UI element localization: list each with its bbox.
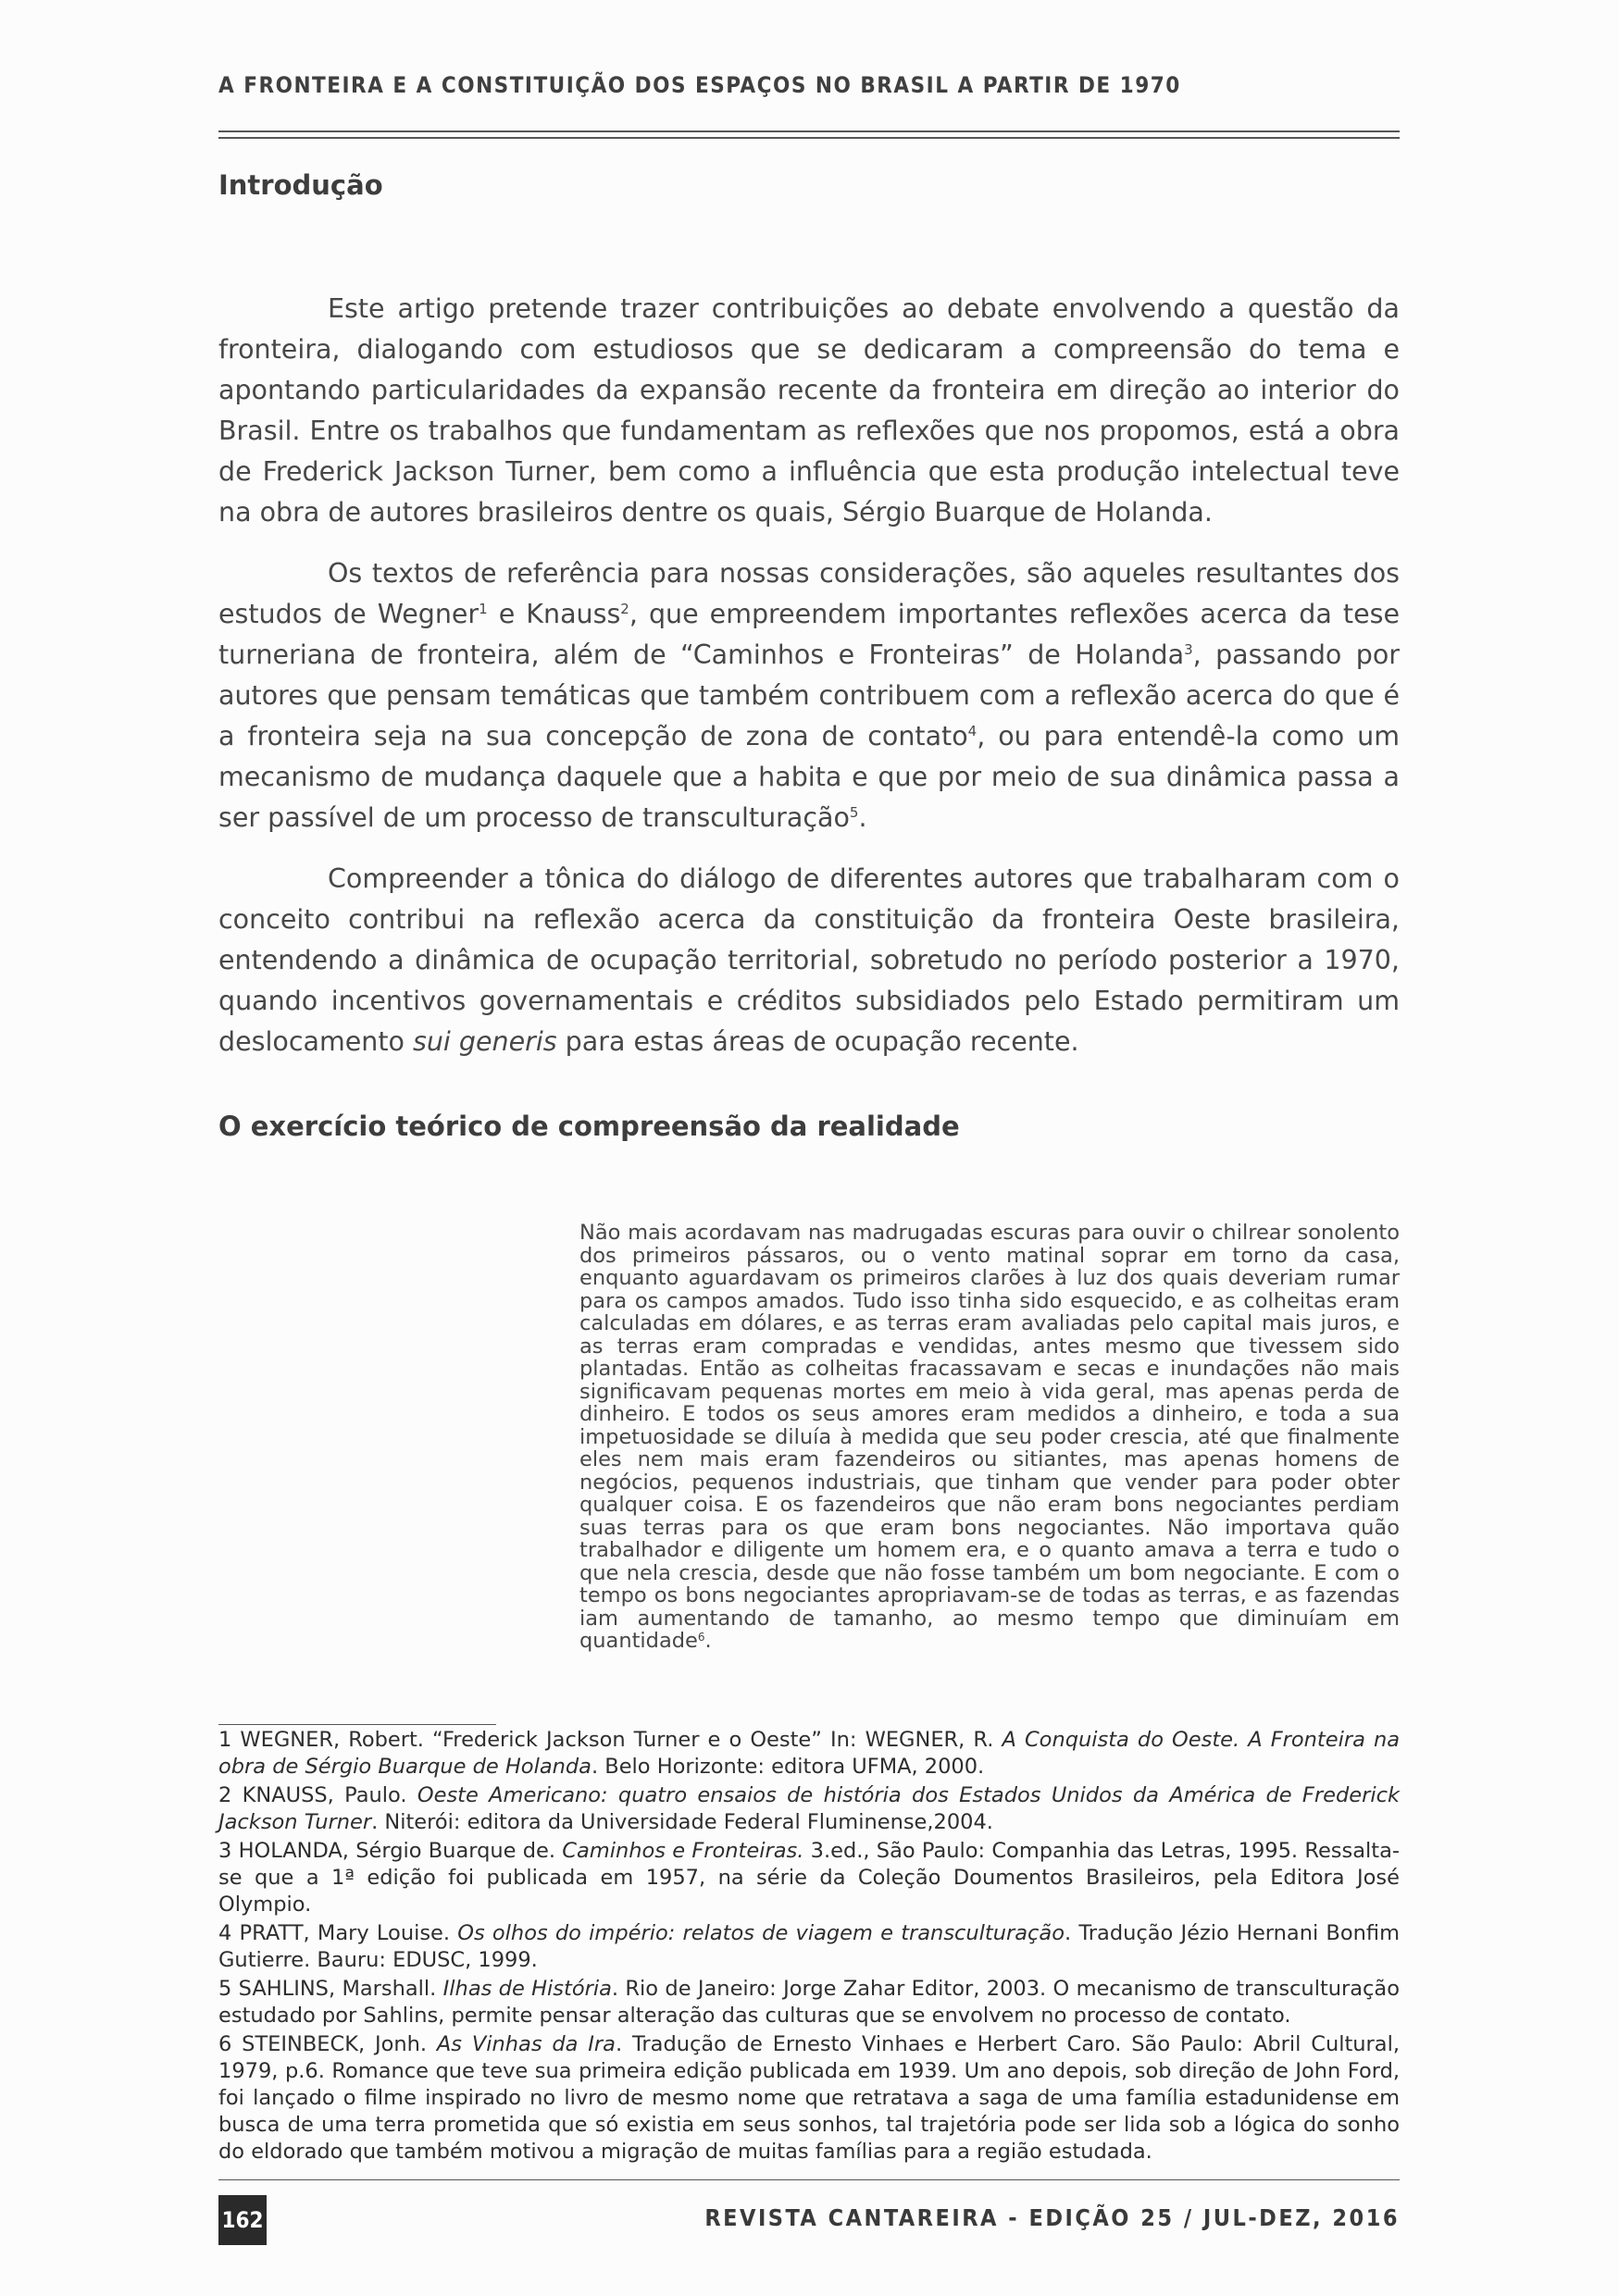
footnote-ref-1[interactable]: 1 xyxy=(479,601,488,617)
running-title: A FRONTEIRA E A CONSTITUIÇÃO DOS ESPAÇOS NO BRASIL A PARTIR DE 1970 xyxy=(218,72,1181,98)
section-heading-exercicio: O exercício teórico de compreensão da realidade xyxy=(218,1111,960,1142)
paragraph-1: Este artigo pretende trazer contribuições ao debate envolvendo a questão da fronteira, dialogando com estudiosos que se dedicaram a compreensão do tema e apontando particularidades da expansão recente da fronteira em direção ao interior do Brasil. Entre os trabalhos que fundamentam as reflexões que nos propomos, está a obra de Frederick Jackson Turner, bem como a influência que esta produção intelectual teve na obra de autores brasileiros dentre os quais, Sérgio Buarque de Holanda. xyxy=(218,293,1400,527)
intro-body xyxy=(218,289,1400,1083)
footnote-6: 6 STEINBECK, Jonh. As Vinhas da Ira. Tradução de Ernesto Vinhaes e Herbert Caro. São Paulo: Abril Cultural, 1979, p.6. Romance que teve sua primeira edição publicada em 1939. Um ano depois, sob direção de John Ford, foi lançado o filme inspirado no livro de mesmo nome que retratava a saga de uma família estadunidense em busca de uma terra prometida que só existia em seus sonhos, tal trajetória pode ser lida sob a lógica do sonho do eldorado que também motivou a migração de muitas famílias para a região estudada. xyxy=(218,2032,1400,2164)
footnote-2: 2 KNAUSS, Paulo. Oeste Americano: quatro ensaios de história dos Estados Unidos da América de Frederick Jackson Turner. Niterói: editora da Universidade Federal Fluminense,2004. xyxy=(218,1783,1400,1834)
journal-title: REVISTA CANTAREIRA - EDIÇÃO 25 / JUL-DEZ, 2016 xyxy=(704,2204,1400,2231)
footer-rule xyxy=(218,2179,1400,2180)
footnote-4: 4 PRATT, Mary Louise. Os olhos do império: relatos de viagem e transculturação. Tradução Jézio Hernani Bonfim Gutierre. Bauru: EDUSC, 1999. xyxy=(218,1921,1400,1972)
section-heading-introducao: Introdução xyxy=(218,169,383,201)
page-number: 162 xyxy=(218,2195,267,2245)
footnote-1: 1 WEGNER, Robert. “Frederick Jackson Turner e o Oeste” In: WEGNER, R. A Conquista do Oeste. A Fronteira na obra de Sérgio Buarque de Holanda. Belo Horizonte: editora UFMA, 2000. xyxy=(218,1728,1401,1779)
block-quote: Não mais acordavam nas madrugadas escuras para ouvir o chilrear sonolento dos primeiros pássaros, ou o vento matinal soprar em torno da casa, enquanto aguardavam os primeiros clarões à luz dos quais deveriam rumar para os campos amados. Tudo isso tinha sido esquecido, e as colheitas eram calculadas em dólares, e as terras eram avaliadas pelo capital mais juros, e as terras eram compradas e vendidas, antes mesmo que tivessem sido plantadas. Então as colheitas fracassavam e secas e inundações não mais significavam pequenas mortes em meio à vida geral, mas apenas perda de dinheiro. E todos os seus amores eram medidos a dinheiro, e toda a sua impetuosidade se diluía à medida que seu poder crescia, até que finalmente eles nem mais eram fazendeiros ou sitiantes, mas apenas homens de negócios, pequenos industriais, que tinham que vender para poder obter qualquer coisa. E os fazendeiros que não eram bons negociantes perdiam suas terras para os que eram bons negociantes. Não importava quão trabalhador e diligente um homem era, e o quanto amava a terra e tudo o que nela crescia, desde que não fosse também um bom negociante. E com o tempo os bons negociantes apropriavam-se de todas as terras, e as fazendas iam aumentando de tamanho, ao mesmo tempo que diminuíam em quantidade$^6$. xyxy=(579,1221,1400,1653)
footnote-ref-4[interactable]: 4 xyxy=(967,723,978,739)
footnote-5: 5 SAHLINS, Marshall. Ilhas de História. Rio de Janeiro: Jorge Zahar Editor, 2003. O mecanismo de transculturação estudado por Sahlins, permite pensar alteração das culturas que se envolvem no processo de contato. xyxy=(218,1977,1400,2028)
page xyxy=(218,0,1400,2296)
paragraph-2: Os textos de referência para nossas considerações, são aqueles resultantes dos estudos de Wegner$^1$ e Knauss$^2$, que empreendem importantes reflexões acerca da tese turneriana de fronteira, além de “Caminhos e Fronteiras” de Holanda$^3$, passando por autores que pensam temáticas que também contribuem com a reflexão acerca do que é a fronteira seja na sua concepção de zona de contato$^4$, ou para entendê-la como um mecanismo de mudança daquele que a habita e que por meio de sua dinâmica passa a ser passível de um processo de transculturação$^5$. xyxy=(218,558,1400,833)
paragraph-3: Compreender a tônica do diálogo de diferentes autores que trabalharam com o conceito contribui na reflexão acerca da constituição da fronteira Oeste brasileira, entendendo a dinâmica de ocupação territorial, sobretudo no período posterior a 1970, quando incentivos governamentais e créditos subsidiados pelo Estado permitiram um deslocamento sui generis para estas áreas de ocupação recente. xyxy=(218,863,1400,1057)
footnotes xyxy=(218,1727,1400,2167)
footnote-ref-5[interactable]: 5 xyxy=(849,804,859,821)
header-rule-bottom xyxy=(218,137,1400,139)
header-rule-top xyxy=(218,130,1400,132)
footnote-3: 3 HOLANDA, Sérgio Buarque de. Caminhos e Fronteiras. 3.ed., São Paulo: Companhia das Letras, 1995. Ressalta-se que a 1ª edição foi publicada em 1957, na série da Coleção Doumentos Brasileiros, pela Editora José Olympio. xyxy=(218,1839,1401,1917)
footnote-ref-3[interactable]: 3 xyxy=(1184,641,1193,658)
footnote-ref-2[interactable]: 2 xyxy=(620,601,629,617)
footnote-separator xyxy=(218,1724,496,1725)
footnote-ref-6[interactable]: 6 xyxy=(697,1631,705,1644)
